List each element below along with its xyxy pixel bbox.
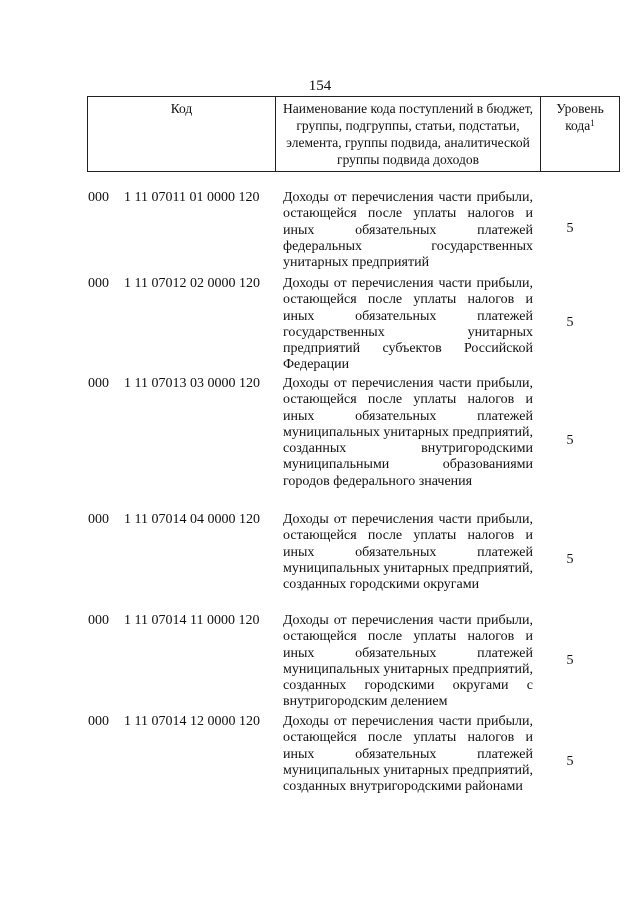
header-level-footnote: 1 <box>590 118 595 128</box>
header-name: Наименование кода поступлений в бюджет, группы, подгруппы, статьи, подстатьи, элемента, группы подвида, аналитической группы подвида доходов <box>276 97 541 172</box>
row-level: 5 <box>566 315 574 330</box>
table-header <box>87 96 620 172</box>
row-code: 1 11 07014 11 0000 120 <box>124 613 260 628</box>
row-code: 1 11 07013 03 0000 120 <box>124 376 260 391</box>
row-code: 1 11 07011 01 0000 120 <box>124 190 260 205</box>
row-admin-code: 000 <box>88 512 109 527</box>
row-code: 1 11 07014 12 0000 120 <box>124 714 260 729</box>
header-code: Код <box>88 97 276 172</box>
row-admin-code: 000 <box>88 613 109 628</box>
row-name: Доходы от перечисления части прибыли, остающейся после уплаты налогов и иных обязательных платежей федеральных государственных унитарных предприятий <box>283 190 533 271</box>
row-admin-code: 000 <box>88 190 109 205</box>
row-code: 1 11 07012 02 0000 120 <box>124 276 260 291</box>
row-level: 5 <box>566 754 574 769</box>
row-admin-code: 000 <box>88 276 109 291</box>
row-name: Доходы от перечисления части прибыли, остающейся после уплаты налогов и иных обязательных платежей муниципальных унитарных предприятий, созданных городскими округами с внутригородским делением <box>283 613 533 710</box>
row-name: Доходы от перечисления части прибыли, остающейся после уплаты налогов и иных обязательных платежей муниципальных унитарных предприятий, созданных внутригородскими районами <box>283 714 533 795</box>
row-level: 5 <box>566 552 574 567</box>
row-name: Доходы от перечисления части прибыли, остающейся после уплаты налогов и иных обязательных платежей муниципальных унитарных предприятий, созданных городскими округами <box>283 512 533 593</box>
header-level-cell <box>541 97 620 172</box>
row-level: 5 <box>566 433 574 448</box>
row-level: 5 <box>566 221 574 236</box>
header-level: Уровень кода <box>556 101 604 133</box>
page-number: 154 <box>308 78 332 94</box>
row-admin-code: 000 <box>88 714 109 729</box>
row-name: Доходы от перечисления части прибыли, остающейся после уплаты налогов и иных обязательных платежей государственных унитарных предприятий субъектов Российской Федерации <box>283 276 533 373</box>
row-level: 5 <box>566 653 574 668</box>
row-admin-code: 000 <box>88 376 109 391</box>
row-code: 1 11 07014 04 0000 120 <box>124 512 260 527</box>
row-name: Доходы от перечисления части прибыли, остающейся после уплаты налогов и иных обязательных платежей муниципальных унитарных предприятий, созданных внутригородскими муниципальными образованиями городов федерального значения <box>283 376 533 489</box>
